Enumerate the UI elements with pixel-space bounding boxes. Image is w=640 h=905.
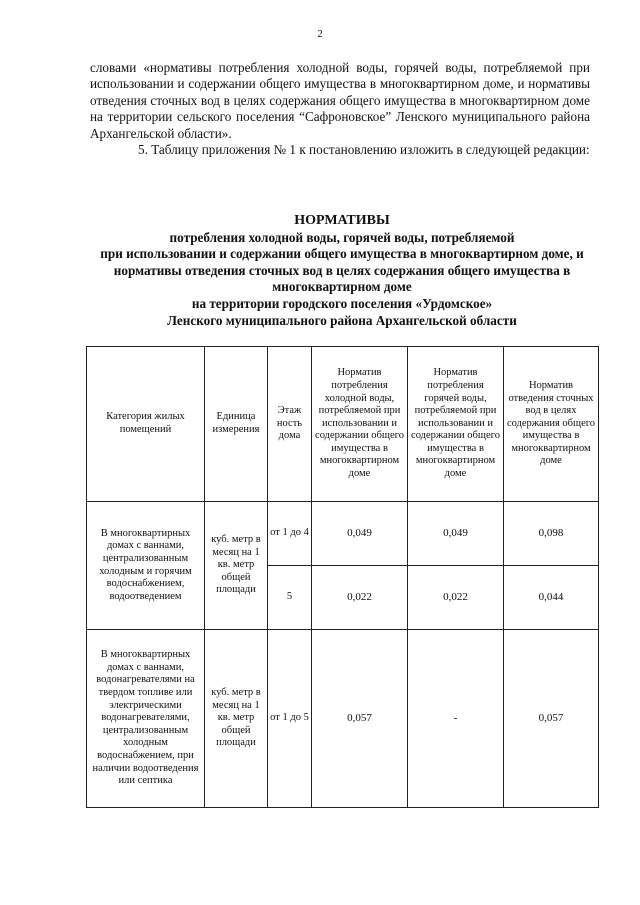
group1-row2-hot: 0,022 xyxy=(408,566,504,630)
header-category: Категория жилых помещений xyxy=(87,347,205,502)
header-drainage: Норматив отведения сточных вод в целях содержания общего имущества в многоквартирном доме xyxy=(504,347,599,502)
group1-row2-drain: 0,044 xyxy=(504,566,599,630)
heading-line-2: при использовании и содержании общего имущества в многоквартирном доме, и нормативы отведения сточных вод в целях содержания общего имущества в многоквартирном доме xyxy=(100,246,584,295)
table-heading xyxy=(72,213,612,329)
group2-cold: 0,057 xyxy=(312,630,408,808)
paragraph-2: 5. Таблицу приложения № 1 к постановлению изложить в следующей редакции: xyxy=(138,142,590,158)
heading-line-4: Ленского муниципального района Архангельской области xyxy=(167,312,517,328)
heading-line-1: потребления холодной воды, горячей воды, потребляемой xyxy=(169,229,515,245)
group1-row1-cold: 0,049 xyxy=(312,502,408,566)
header-hot-water: Норматив потребления горячей воды, потребляемой при использовании и содержании общего имущества в многоквартирном доме xyxy=(408,347,504,502)
group2-category: В многоквартирных домах с ваннами, водонагревателями на твердом топливе или электрическими водонагревателями, централизованным холодным водоснабжением, при наличии водоотведения или септика xyxy=(87,630,205,808)
table-header-row xyxy=(87,347,599,502)
group1-row1-hot: 0,049 xyxy=(408,502,504,566)
page-number: 2 xyxy=(317,28,323,40)
heading-title: НОРМАТИВЫ xyxy=(294,213,390,228)
group1-row2-floors: 5 xyxy=(268,566,312,630)
group1-unit: куб. метр в месяц на 1 кв. метр общей площади xyxy=(205,502,268,630)
group1-row1-drain: 0,098 xyxy=(504,502,599,566)
heading-line-3: на территории городского поселения «Урдомское» xyxy=(191,295,493,311)
group2-unit: куб. метр в месяц на 1 кв. метр общей площади xyxy=(205,630,268,808)
group2-drain: 0,057 xyxy=(504,630,599,808)
group2-hot: - xyxy=(408,630,504,808)
body-text xyxy=(90,60,590,158)
paragraph-1: словами «нормативы потребления холодной воды, горячей воды, потребляемой при использовании и содержании общего имущества в многоквартирном доме, и нормативы отведения сточных вод в целях содержания общего имущества в многоквартирном доме на территории сельского поселения “Сафроновское” Ленского муниципального района Архангельской области». xyxy=(90,60,590,141)
header-floors: Этаж ность дома xyxy=(268,347,312,502)
group2-floors: от 1 до 5 xyxy=(268,630,312,808)
header-cold-water: Норматив потребления холодной воды, потребляемой при использовании и содержании общего имущества в многоквартирном доме xyxy=(312,347,408,502)
table-row xyxy=(87,502,599,566)
norms-table xyxy=(86,346,599,808)
header-unit: Единица измерения xyxy=(205,347,268,502)
group1-row2-cold: 0,022 xyxy=(312,566,408,630)
group1-row1-floors: от 1 до 4 xyxy=(268,502,312,566)
table-row xyxy=(87,630,599,808)
group1-category: В многоквартирных домах с ваннами, централизованным холодным и горячим водоснабжением, водоотведением xyxy=(87,502,205,630)
